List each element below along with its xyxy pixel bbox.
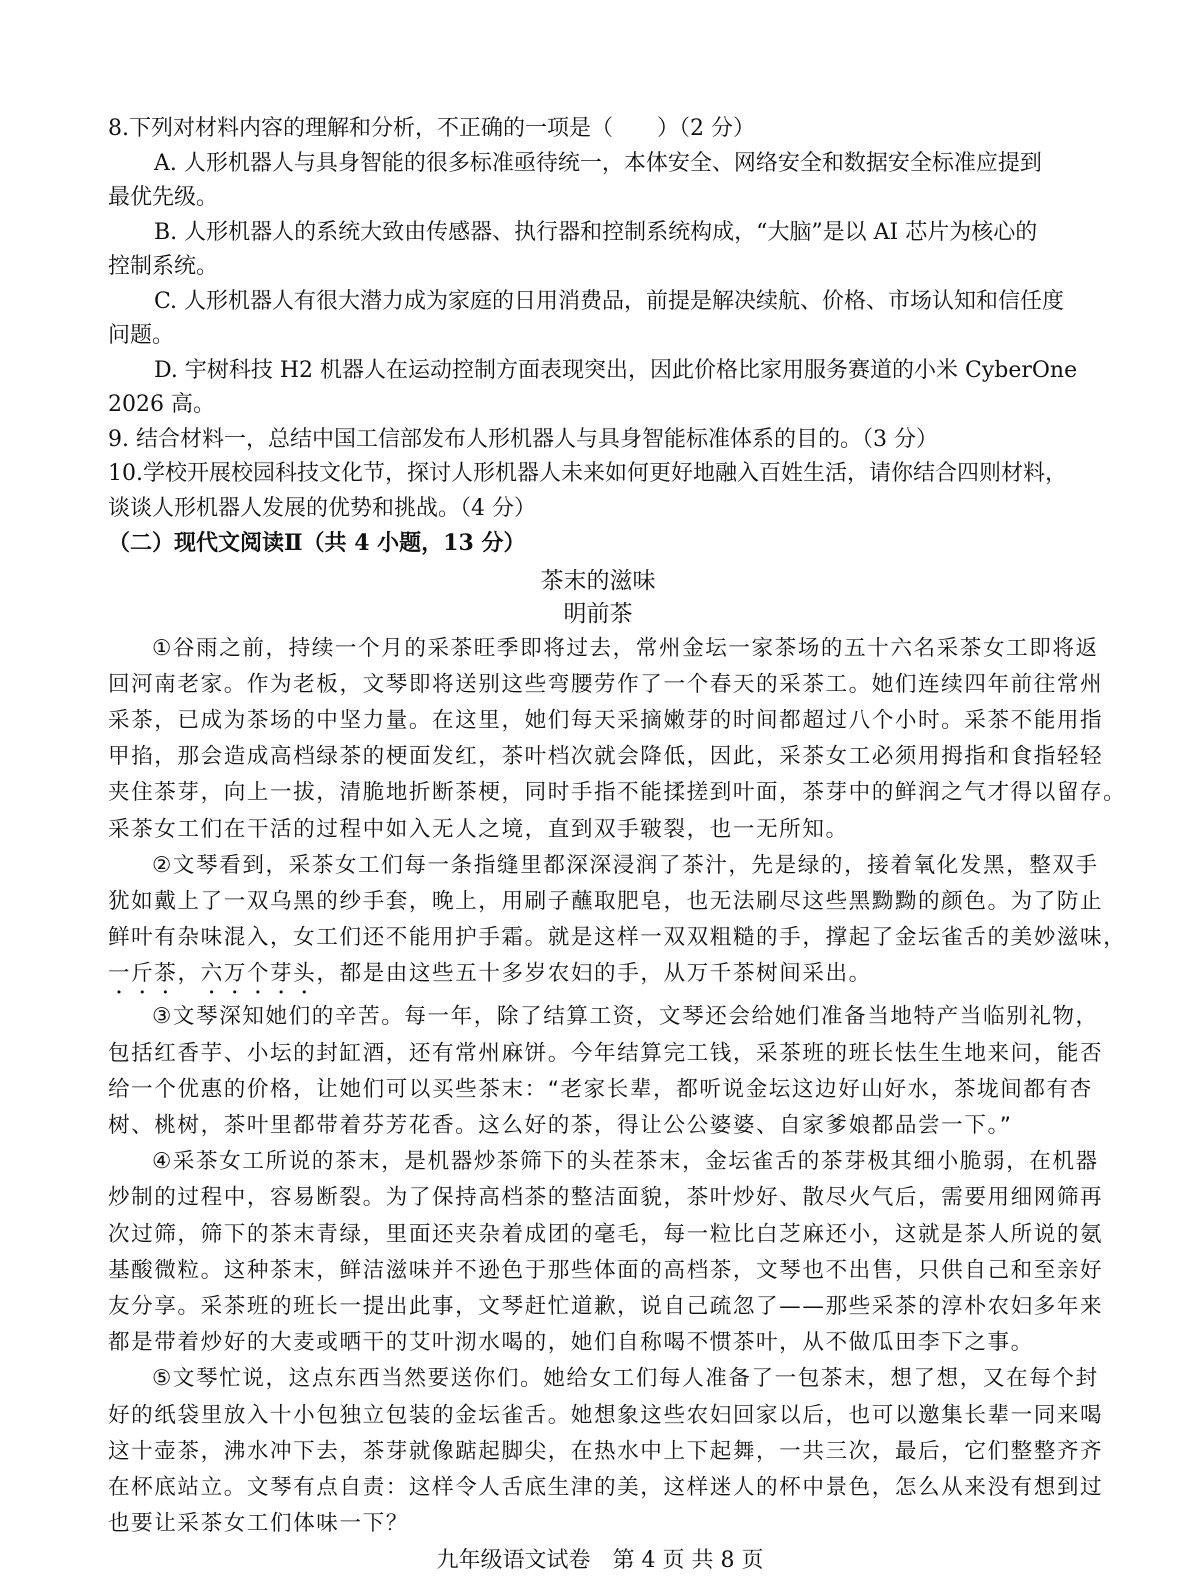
essay-paragraph-3-line: 树、桃树，茶叶里都带着芬芳花香。这么好的茶，得让公公婆婆、自家爹娘都品尝一下。” [108, 1112, 1013, 1138]
essay-paragraph-4-line: ④采茶女工所说的茶末，是机器炒茶筛下的头茬茶末，金坛雀舌的茶芽极其细小脆弱，在机器 [152, 1149, 1099, 1175]
essay-paragraph-2-line: 犹如戴上了一双乌黑的纱手套，晚上，用刷子蘸取肥皂，也无法刷尽这些黑黝黝的颜色。为了防止 [108, 888, 1104, 914]
essay-paragraph-5-line: 这十壶茶，沸水冲下去，茶芽就像踮起脚尖，在热水中上下起舞，一共三次，最后，它们整整齐齐 [108, 1438, 1104, 1464]
essay-paragraph-1-line: 甲掐，那会造成高档绿茶的梗面发红，茶叶档次就会降低，因此，采茶女工必须用拇指和食指轻轻 [108, 744, 1104, 770]
essay-paragraph-1-line: ①谷雨之前，持续一个月的采茶旺季即将过去，常州金坛一家茶场的五十六名采茶女工即将返 [152, 635, 1099, 661]
question-8-option-c: C. 人形机器人有很大潜力成为家庭的日用消费品，前提是解决续航、价格、市场认知和信任度 [154, 288, 1065, 314]
essay-paragraph-2-line: 鲜叶有杂味混入，女工们还不能用护手霜。就是这样一双双粗糙的手，撑起了金坛雀舌的美妙滋味， [108, 925, 1127, 951]
essay-author: 明前茶 [563, 600, 633, 627]
essay-body [108, 631, 1127, 1543]
comma: ， [177, 961, 201, 987]
page-footer: 九年级语文试卷 第 4 页 共 8 页 [436, 1548, 764, 1573]
essay-title: 茶末的滋味 [540, 567, 656, 594]
essay-paragraph-5-line: 好的纸袋里放入十小包独立包装的金坛雀舌。她想象这些农妇回家以后，也可以邀集长辈一同来喝 [108, 1402, 1104, 1428]
sentence-rest: ，都是由这些五十多岁农妇的手，从万千茶树间采出。 [316, 961, 872, 987]
question-8-option-a: A. 人形机器人与具身智能的很多标准亟待统一，本体安全、网络安全和数据安全标准应提到 [154, 150, 1042, 176]
exam-page [108, 112, 1127, 1542]
section-heading: （二）现代文阅读Ⅱ（共 4 小题，13 分） [108, 530, 526, 556]
essay-paragraph-4-line: 炒制的过程中，容易断裂。为了保持高档茶的整洁面貌，茶叶炒好、散尽火气后，需要用细网筛再 [108, 1185, 1104, 1211]
question-8-option-d: D. 宇树科技 H2 机器人在运动控制方面表现突出，因此价格比家用服务赛道的小米 CyberOne [154, 357, 1078, 383]
question-8-option-d-cont: 2026 高。 [108, 392, 215, 417]
emphasized-phrase: 六万个芽头 [200, 961, 317, 987]
essay-paragraph-5-line: 在杯底站立。文琴有点自责：这样令人舌底生津的美，这样迷人的杯中景色，怎么从来没有想到过 [108, 1474, 1104, 1500]
essay-paragraph-1-line: 采茶女工们在干活的过程中如入无人之境，直到双手皲裂，也一无所知。 [108, 816, 849, 842]
emphasized-phrase: 一斤茶 [108, 961, 178, 987]
essay-paragraph-1-line: 采茶，已成为茶场的中坚力量。在这里，她们每天采摘嫩芽的时间都超过八个小时。采茶不能用指 [108, 707, 1104, 733]
question-8-option-c-cont: 问题。 [108, 323, 175, 348]
question-10-cont: 谈谈人形机器人发展的优势和挑战。（4 分） [108, 495, 536, 521]
essay-paragraph-3-line: ③文琴深知她们的辛苦。每一年，除了结算工资，文琴还会给她们准备当地特产当临别礼物， [152, 1004, 1099, 1030]
question-8-option-a-cont: 最优先级。 [108, 185, 219, 210]
essay-paragraph-4-line: 都是带着炒好的大麦或晒干的艾叶沏水喝的，她们自称喝不惯茶叶，从不做瓜田李下之事。 [108, 1330, 1034, 1356]
essay-paragraph-4-line: 友分享。采茶班的班长一提出此事，文琴赶忙道歉，说自己疏忽了——那些采茶的淳朴农妇多年来 [108, 1293, 1104, 1319]
question-8-option-b-cont: 控制系统。 [108, 254, 219, 279]
essay-paragraph-3-line: 包括红香芋、小坛的封缸酒，还有常州麻饼。今年结算完工钱，采茶班的班长怯生生地来问，能否 [108, 1040, 1104, 1066]
essay-paragraph-1-line: 回河南老家。作为老板，文琴即将送别这些弯腰劳作了一个春天的采茶工。她们连续四年前往常州 [108, 671, 1104, 697]
essay-paragraph-1-line: 夹住茶芽，向上一拔，清脆地折断茶梗，同时手指不能揉搓到叶面，茶芽中的鲜润之气才得以留存。 [108, 780, 1127, 806]
question-8-option-b: B. 人形机器人的系统大致由传感器、执行器和控制系统构成，“大脑”是以 AI 芯片为核心的 [154, 219, 1038, 245]
essay-paragraph-4-line: 基酸微粒。这种茶末，鲜洁滋味并不逊色于那些体面的高档茶，文琴也不出售，只供自己和至亲好 [108, 1257, 1104, 1283]
essay-paragraph-5-line: ⑤文琴忙说，这点东西当然要送你们。她给女工们每人准备了一包茶末，想了想，又在每个封 [152, 1366, 1099, 1392]
essay-paragraph-2-line-last [108, 956, 1088, 999]
essay-paragraph-4-line: 次过筛，筛下的茶末青绿，里面还夹杂着成团的毫毛，每一粒比白芝麻还小，这就是茶人所说的氨 [108, 1221, 1104, 1247]
question-9: 9. 结合材料一，总结中国工信部发布人形机器人与具身智能标准体系的目的。（3 分） [108, 426, 938, 452]
essay-paragraph-2-line: ②文琴看到，采茶女工们每一条指缝里都深深浸润了茶汁，先是绿的，接着氧化发黑，整双手 [152, 852, 1099, 878]
question-8-stem: 8.下列对材料内容的理解和分析，不正确的一项是（ ）（2 分） [108, 116, 755, 141]
question-10: 10.学校开展校园科技文化节，探讨人形机器人未来如何更好地融入百姓生活，请你结合四则材料， [108, 461, 1067, 486]
essay-paragraph-3-line: 给一个优惠的价格，让她们可以买些茶末：“老家长辈，都听说金坛这边好山好水，茶垅间都有杏 [108, 1076, 1093, 1102]
essay-paragraph-5-line: 也要让采茶女工们体味一下？ [108, 1511, 409, 1537]
